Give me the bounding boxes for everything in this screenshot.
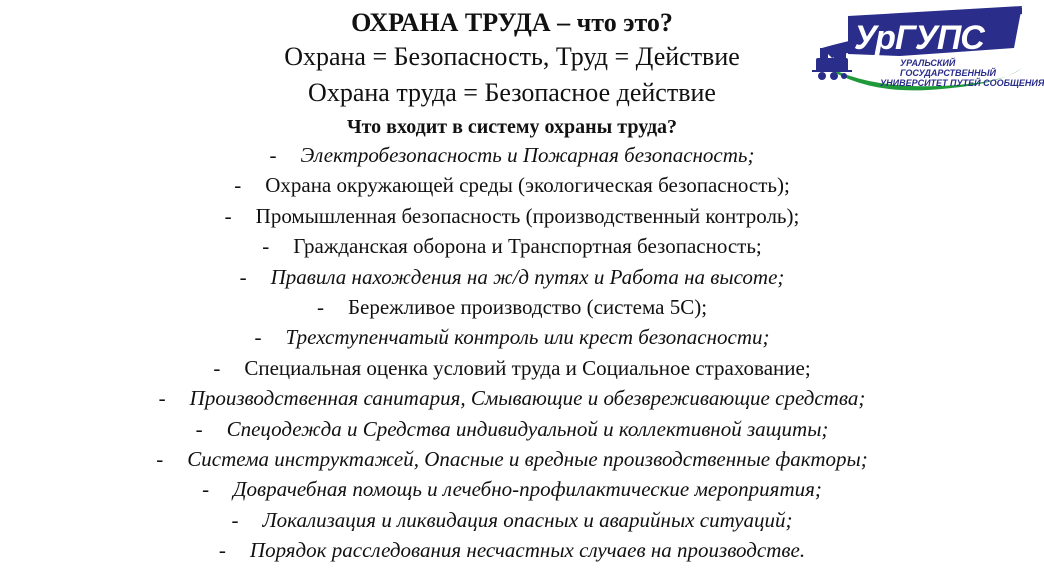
list-item-text: Доврачебная помощь и лечебно-профилактические мероприятия; (233, 477, 822, 501)
list-item (0, 475, 1024, 503)
list-item (0, 445, 1024, 473)
list-item (0, 293, 1024, 321)
list-item-text: Гражданская оборона и Транспортная безопасность; (293, 234, 762, 258)
list-item-text: Производственная санитария, Смывающие и обезвреживающие средства; (189, 386, 866, 410)
university-logo (808, 2, 1044, 98)
list-item (0, 506, 1024, 534)
logo-subtitle-line-1: УРАЛЬСКИЙ (900, 58, 956, 68)
list-bullet-dash: - (156, 447, 164, 471)
list-item (0, 232, 1024, 260)
list-item (0, 202, 1024, 230)
list-item (0, 536, 1024, 564)
list-item-text: Правила нахождения на ж/д путях и Работа на высоте; (270, 265, 785, 289)
list-item (0, 415, 1024, 443)
list-bullet-dash: - (218, 538, 226, 562)
list-bullet-dash: - (202, 477, 210, 501)
list-item-text: Промышленная безопасность (производственный контроль); (255, 204, 800, 228)
list-item-text: Система инструктажей, Опасные и вредные производственные факторы; (187, 447, 868, 471)
list-item-text: Трехступенчатый контроль или крест безопасности; (285, 325, 770, 349)
question-heading: Что входит в систему охраны труда? (346, 116, 678, 138)
list-bullet-dash: - (195, 417, 203, 441)
list-item (0, 323, 1024, 351)
list-item (0, 354, 1024, 382)
list-item-text: Локализация и ликвидация опасных и аварийных ситуаций; (262, 508, 793, 532)
list-item (0, 384, 1024, 412)
list-item (0, 171, 1024, 199)
list-item-text: Специальная оценка условий труда и Социальное страхование; (244, 356, 811, 380)
list-item-text: Бережливое производство (система 5С); (347, 295, 708, 319)
logo-wordmark: УрГУПС (854, 19, 984, 57)
equation-line-1: Охрана = Безопасность, Труд = Действие (284, 42, 740, 71)
list-bullet-dash: - (262, 234, 270, 258)
list-bullet-dash: - (213, 356, 221, 380)
list-bullet-dash: - (158, 386, 166, 410)
list-bullet-dash: - (234, 173, 242, 197)
list-item-text: Электробезопасность и Пожарная безопасность; (300, 143, 755, 167)
equation-line-2: Охрана труда = Безопасное действие (308, 78, 716, 107)
list-bullet-dash: - (254, 325, 262, 349)
slide-title: ОХРАНА ТРУДА – что это? (351, 8, 673, 37)
logo-subtitle-line-3: УНИВЕРСИТЕТ ПУТЕЙ СООБЩЕНИЯ (880, 78, 1044, 88)
list-item-text: Спецодежда и Средства индивидуальной и коллективной защиты; (226, 417, 829, 441)
list-bullet-dash: - (224, 204, 232, 228)
list-bullet-dash: - (231, 508, 239, 532)
logo-subtitle-line-2: ГОСУДАРСТВЕННЫЙ (900, 68, 996, 78)
list-bullet-dash: - (269, 143, 277, 167)
list-item-text: Порядок расследования несчастных случаев на производстве. (249, 538, 806, 562)
list-bullet-dash: - (316, 295, 324, 319)
list-bullet-dash: - (239, 265, 247, 289)
list-item (0, 141, 1024, 169)
list-item (0, 263, 1024, 291)
list-item-text: Охрана окружающей среды (экологическая безопасность); (265, 173, 790, 197)
